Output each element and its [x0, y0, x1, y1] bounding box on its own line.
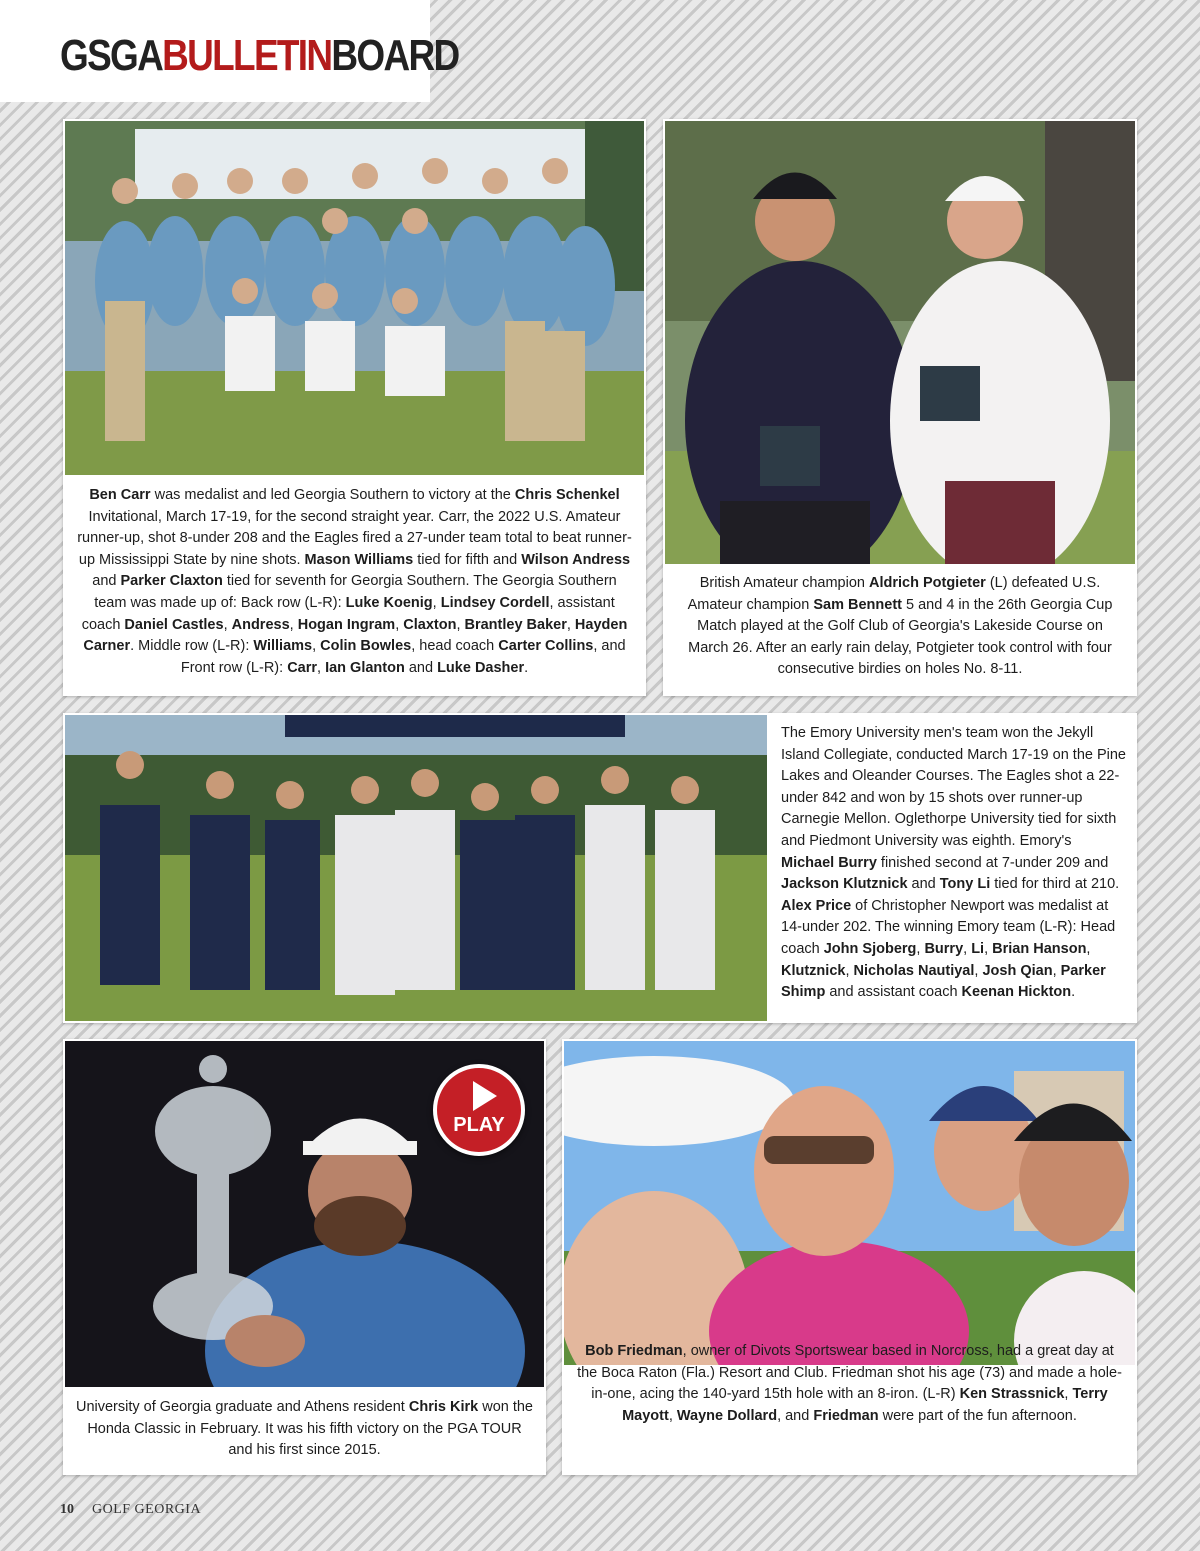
- caption-text: finished second at 7-under 209 and: [876, 854, 1109, 871]
- name-hogan-ingram: Hogan Ingram: [297, 616, 396, 633]
- caption-text: ,: [395, 616, 404, 633]
- name-john-sjoberg: John Sjoberg: [823, 940, 917, 957]
- magazine-name: GOLF GEORGIA: [92, 1502, 202, 1517]
- name-bob-friedman: Bob Friedman: [585, 1343, 683, 1359]
- caption-text: won the Honda Classic in February. It was his fifth victory on the PGA TOUR and his first since 2015.: [87, 1399, 534, 1459]
- friedman-selfie-photo: [564, 1041, 1135, 1365]
- name-parker-shimp: Parker Shimp: [781, 962, 1106, 1001]
- caption-text: were part of the fun afternoon.: [878, 1407, 1077, 1424]
- caption-text: ,: [566, 616, 575, 633]
- caption-text: and assistant coach: [825, 984, 962, 1001]
- caption-text: , assistant coach: [81, 594, 615, 633]
- name-ian-glanton: Ian Glanton: [325, 659, 405, 676]
- caption-text: and: [92, 573, 121, 590]
- caption-text: tied for seventh for Georgia Southern. The Georgia Southern team was made up of: Back row (L-R):: [94, 573, 617, 611]
- page-header: [0, 0, 459, 102]
- caption-text: and: [907, 876, 940, 893]
- emory-team-photo: [65, 715, 767, 1021]
- name-terry-mayott: Terry Mayott: [622, 1386, 1108, 1424]
- page-number: 10: [60, 1502, 74, 1517]
- caption-text: was medalist and led Georgia Southern to victory at the: [150, 487, 515, 503]
- name-sam-bennett: Sam Bennett: [813, 596, 902, 613]
- caption-text: ,: [456, 616, 465, 633]
- title-board: BOARD: [331, 31, 459, 80]
- friedman-card: [562, 1039, 1137, 1475]
- caption-text: The Emory University men's team won the Jekyll Island Collegiate, conducted March 17-19 on the Pine Lakes and Oleander Courses. The Eagles shot a 22-under 842 and won by 15 shots over runner-up Carnegie Mellon. Oglethorpe University tied for sixth and Piedmont University was eighth. Emory's: [781, 725, 1126, 849]
- georgia-southern-team-photo: [65, 121, 644, 475]
- name-ken-strassnick: Ken Strassnick: [959, 1386, 1065, 1403]
- name-tony-li: Tony Li: [939, 876, 991, 893]
- name-josh-qian: Josh Qian: [982, 962, 1053, 979]
- caption-text: of Christopher Newport was medalist at 14-under 202. The winning Emory team (L-R): Head coach: [781, 897, 1116, 957]
- name-colin-bowles: Colin Bowles: [320, 638, 412, 655]
- name-li: Li: [971, 940, 985, 957]
- caption-text: ,: [916, 940, 925, 957]
- caption-text: ,: [963, 940, 972, 957]
- name-jackson-klutznick: Jackson Klutznick: [781, 876, 908, 893]
- name-lindsey-cordell: Lindsey Cordell: [440, 594, 550, 611]
- name-friedman: Friedman: [813, 1407, 879, 1424]
- name-wayne-dollard: Wayne Dollard: [676, 1407, 778, 1424]
- name-ben-carr: Ben Carr: [89, 487, 151, 503]
- name-mason-williams: Mason Williams: [304, 551, 414, 568]
- caption-text: ,: [289, 616, 298, 633]
- name-chris-kirk: Chris Kirk: [408, 1399, 479, 1415]
- caption-text: (L) defeated U.S. Amateur champion: [687, 575, 1101, 613]
- caption-text: University of Georgia graduate and Athens resident: [75, 1399, 409, 1415]
- caption-text: 5 and 4 in the 26th Georgia Cup Match played at the Golf Club of Georgia's Lakeside Course on March 26. After an early rain delay, Potgieter took control with four consecutive birdies on holes No. 8-11.: [688, 596, 1113, 678]
- name-nicholas-nautiyal: Nicholas Nautiyal: [853, 962, 975, 979]
- name-michael-burry: Michael Burry: [781, 854, 877, 871]
- title-gsga: GSGA: [60, 31, 163, 80]
- caption-text: and: [404, 659, 438, 676]
- emory-card: [63, 713, 1137, 1023]
- caption-text: , head coach: [411, 638, 499, 655]
- caption-text: tied for third at 210.: [990, 876, 1120, 893]
- caption-text: ,: [1064, 1386, 1073, 1403]
- caption-text: .: [1071, 984, 1076, 1001]
- name-klutznick: Klutznick: [781, 962, 846, 979]
- caption-text: British Amateur champion: [699, 575, 869, 591]
- georgia-cup-card: [663, 119, 1137, 696]
- caption-text: , owner of Divots Sportswear based in Norcross, had a great day at the Boca Raton (Fla.) Resort and Club. Friedman shot his age (73) and made a hole-in-one, acing the 140-yard 15th hole with an 8-iron. (L-R): [577, 1343, 1122, 1403]
- page-footer: [60, 1502, 201, 1522]
- georgia-cup-caption: [677, 573, 1123, 681]
- caption-text: ,: [984, 940, 993, 957]
- name-burry: Burry: [924, 940, 964, 957]
- page-title: [60, 26, 459, 86]
- play-video-button[interactable]: [433, 1064, 525, 1156]
- georgia-southern-caption: [77, 485, 632, 679]
- name-daniel-castles: Daniel Castles: [124, 616, 224, 633]
- name-andress: Andress: [231, 616, 290, 633]
- caption-text: , and: [777, 1407, 814, 1424]
- caption-text: ,: [1086, 940, 1091, 957]
- caption-text: Invitational, March 17-19, for the second straight year. Carr, the 2022 U.S. Amateur runner-up, shot 8-under 208 and the Eagles fired a 27-under team total to beat runner-up Mississippi State by nine shots.: [77, 508, 632, 568]
- caption-text: , and Front row (L-R):: [180, 638, 626, 676]
- caption-text: ,: [312, 638, 321, 655]
- georgia-cup-photo: [665, 121, 1135, 564]
- play-label: PLAY: [453, 1114, 505, 1136]
- play-icon: [473, 1081, 497, 1111]
- title-bulletin: BULLETIN: [162, 31, 332, 80]
- emory-caption: [781, 723, 1127, 1004]
- caption-text: ,: [974, 962, 983, 979]
- name-wilson-andress: Wilson Andress: [521, 551, 631, 568]
- name-brian-hanson: Brian Hanson: [992, 940, 1087, 957]
- caption-text: ,: [432, 594, 441, 611]
- name-brantley-baker: Brantley Baker: [464, 616, 567, 633]
- name-carter-collins: Carter Collins: [498, 638, 594, 655]
- name-williams: Williams: [253, 638, 313, 655]
- caption-text: ,: [845, 962, 854, 979]
- caption-text: ,: [317, 659, 326, 676]
- chris-kirk-caption: [75, 1397, 534, 1462]
- friedman-caption-text: [576, 1341, 1123, 1427]
- name-chris-schenkel: Chris Schenkel: [514, 487, 620, 503]
- name-luke-koenig: Luke Koenig: [345, 594, 433, 611]
- caption-text: tied for fifth and: [413, 551, 522, 568]
- caption-text: ,: [223, 616, 232, 633]
- caption-text: ,: [1052, 962, 1061, 979]
- georgia-southern-card: [63, 119, 646, 696]
- name-aldrich-potgieter: Aldrich Potgieter: [868, 575, 986, 591]
- caption-text: . Middle row (L-R):: [130, 638, 254, 655]
- name-hayden-carner: Hayden Carner: [83, 616, 628, 655]
- name-carr: Carr: [287, 659, 318, 676]
- name-keenan-hickton: Keenan Hickton: [961, 984, 1072, 1001]
- caption-text: ,: [668, 1407, 677, 1424]
- name-alex-price: Alex Price: [781, 897, 852, 914]
- name-claxton: Claxton: [403, 616, 457, 633]
- name-parker-claxton: Parker Claxton: [120, 573, 223, 590]
- name-luke-dasher: Luke Dasher: [437, 659, 525, 676]
- caption-text: .: [524, 659, 529, 676]
